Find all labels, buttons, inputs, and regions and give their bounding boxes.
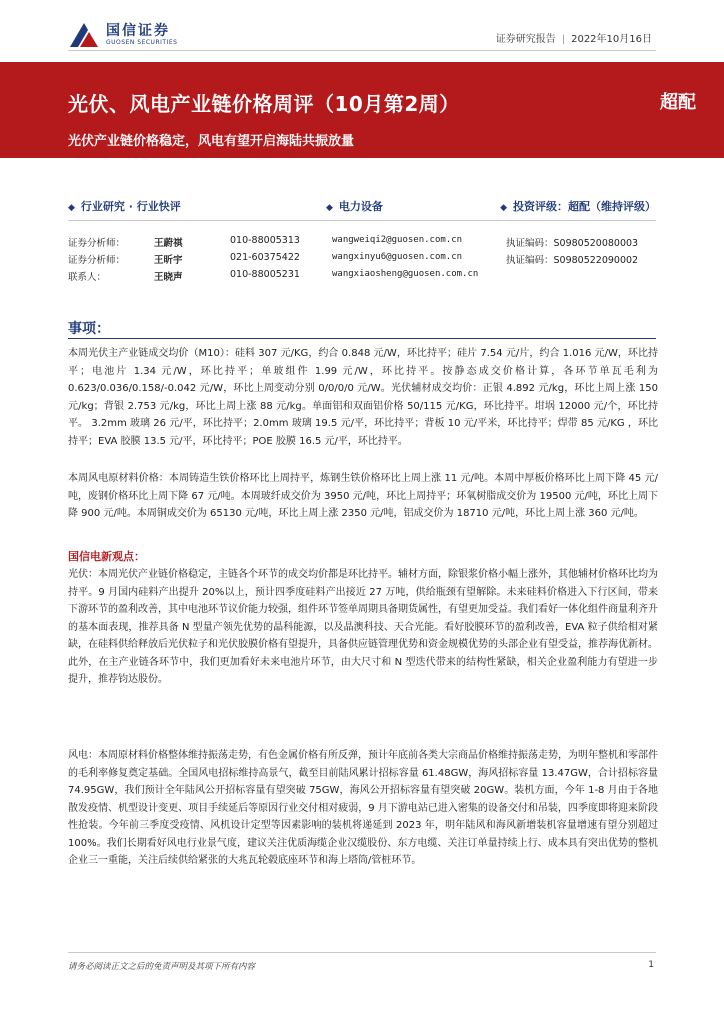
analyst-phone: 010-88005231 [230,269,300,280]
guosen-logo-icon [68,21,100,49]
report-subtitle: 光伏产业链价格稳定，风电有望开启海陆共振放量 [68,134,355,149]
report-header-info [496,30,652,45]
pv-viewpoint-paragraph: 光伏：本周光伏产业链价格稳定，主链各个环节的成交均价都是环比持平。辅材方面，除银浆价格小幅上涨外，其他辅材价格环比均为持平。9 月国内硅料产出提升 20%以上，预计四季度硅料产出接近 27 万吨，供给瓶颈有望解除。未来硅料价格进入下行区间，带来下游环节的盈利改善，其中电池环节议价能力较强，组件环节签单周期具备期货属性，有望更加受益。我们看好一体化组件商量利齐升的基本面表现，推荐具备 N 型量产领先优势的晶科能源，以及晶澳科技、天合光能。看好胶膜环节的盈利改善，EVA 粒子供给相对紧缺，在硅料供给释放后光伏粒子和光伏胶膜价格有望提升，具备供应链管理优势和资金规模优势的头部企业有望受益，推荐海优新材。此外，在主产业链各环节中，我们更加看好未来电池片环节，由大尺寸和 N 型迭代带来的结构性紧缺，相关企业盈利能力有望进一步提升，推荐钧达股份。 [68,569,658,685]
analyst-row [68,252,668,269]
report-type: 证券研究报告 [495,34,556,45]
diamond-icon: ◆ [500,203,507,213]
analyst-row [68,269,668,286]
analyst-phone: 021-60375422 [230,252,300,263]
diamond-icon: ◆ [326,203,333,213]
analyst-name: 王晓声 [154,272,183,283]
analyst-email[interactable]: wangxinyu6@guosen.com.cn [332,252,463,262]
wind-viewpoint-paragraph: 风电：本周原材料价格整体维持振荡走势，有色金属价格有所反弹，预计年底前各类大宗商品价格维持振荡走势，为明年整机和零部件的毛利率修复奠定基础。全国风电招标维持高景气，截至目前陆风累计招标容量 61.48GW，海风招标容量 13.47GW，合计招标容量 74.95GW，我们预计全年陆风公开招标容量有望突破 75GW，海风公开招标容量有望突破 20GW。装机方面，今年 1-8 月由于各地散发疫情、机型设计变更、项目手续延后等原因行业交付相对疲弱，9 月下游电站已进入密集的设备交付和吊装，四季度即将迎来阶段性抢装。今年前三季度受疫情、风机设计定型等因素影响的装机将递延到 2023 年，明年陆风和海风新增装机容量增速有望分别超过 100%。我们长期看好风电行业景气度，建议关注优质海缆企业汉缆股份、东方电缆、关注订单量持续上行、成本具有突出优势的整机企业三一重能，关注后续供给紧张的大兆瓦轮毂底座环节和海上塔筒/管桩环节。 [68,750,658,866]
analyst-row [68,235,668,252]
footer-disclaimer: 请务必阅读正文之后的免责声明及其项下所有内容 [68,962,256,972]
header-separator: | [561,34,566,45]
analyst-role: 证券分析师： [68,238,126,249]
analyst-cert: 执证编码：S0980522090002 [506,255,639,266]
meta-sector: ◆ 电力设备 [326,200,383,213]
analyst-name: 王蔚祺 [154,238,183,249]
analyst-table [68,235,668,286]
title-banner [0,62,724,158]
report-title: 光伏、风电产业链价格周评（10月第2周） [68,92,460,116]
rating-badge: 超配 [660,92,696,113]
meta-rating: ◆ 投资评级：超配（维持评级） [500,200,656,213]
analyst-role: 联系人： [68,272,107,283]
header-divider [68,50,656,51]
analyst-cert: 执证编码：S0980520080003 [506,238,639,249]
section-title: 事项： [68,321,110,337]
report-meta [68,198,656,214]
diamond-icon: ◆ [68,203,75,213]
section-divider [68,338,656,339]
analyst-phone: 010-88005313 [230,235,300,246]
meta-category: ◆ 行业研究 · 行业快评 [68,200,181,213]
wind-material-paragraph: 本周风电原材料价格：本周铸造生铁价格环比上周持平，炼钢生铁价格环比上周上涨 11 元/吨。本周中厚板价格环比上周下降 45 元/吨，废钢价格环比上周下降 67 元/吨。本周玻纤成交价为 3950 元/吨，环比上周持平；环氧树脂成交价为 19500 元/吨，环比上周下降 900 元/吨。本周铜成交价为 65130 元/吨，环比上周上涨 2350 元/吨，铝成交价为 18710 元/吨，环比上周上涨 360 元/吨。 [68,473,658,519]
logo-name-cn: 国信证券 [106,22,170,39]
pv-price-paragraph: 本周光伏主产业链成交均价（M10）：硅料 307 元/KG，约合 0.848 元/W，环比持平；硅片 7.54 元/片，约合 1.016 元/W，环比持平；电池片 1.34 元/W，环比持平；单玻组件 1.99 元/W，环比持平。按静态成交价格计算，各环节单瓦毛利为 0.623/0.036/0.158/-0.042 元/W，环比上周变动分别 0/0/0/0 元/W。光伏辅材成交均价：正银 4.892 元/kg，环比上周上涨 150 元/kg；背银 2.753 元/kg，环比上周上涨 88 元/kg。单面铝和双面铝价格 50/115 元/KG，环比持平。坩埚 12000 元/个，环比持平。 3.2mm 玻璃 26 元/平，环比持平；2.0mm 玻璃 19.5 元/平，环比持平；背板 10 元/平米，环比持平；焊带 85 元/KG ，环比持平；EVA 胶膜 13.5 元/平，环比持平；POE 胶膜 16.5 元/平，环比持平。 [68,348,658,447]
page-number: 1 [648,960,654,970]
viewpoint-heading: 国信电新观点： [68,550,145,563]
analyst-name: 王昕宇 [154,255,183,266]
analyst-role: 证券分析师： [68,255,126,266]
report-date: 2022年10月16日 [571,34,652,45]
footer-divider [68,952,656,953]
analyst-email[interactable]: wangweiqi2@guosen.com.cn [332,235,463,245]
company-logo [68,20,177,50]
logo-name-en: GUOSEN SECURITIES [106,38,178,46]
analyst-email[interactable]: wangxiaosheng@guosen.com.cn [332,269,479,279]
meta-divider [68,220,656,221]
